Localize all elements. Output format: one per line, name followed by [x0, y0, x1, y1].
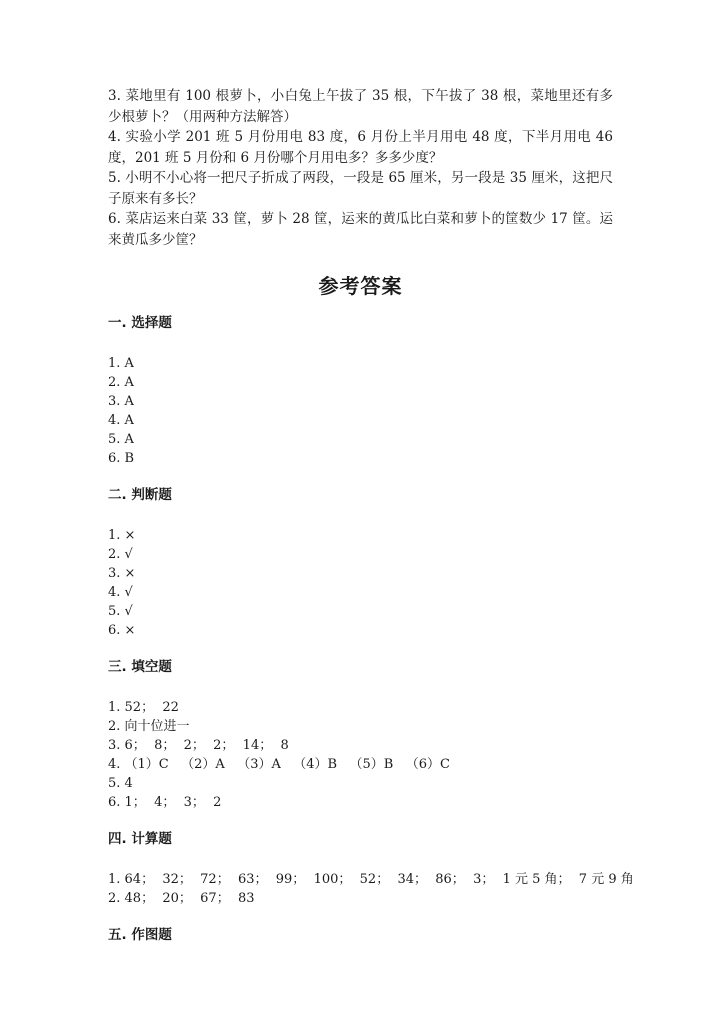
section-heading: 二. 判断题 [108, 487, 172, 503]
answer-item: 5. A [108, 432, 134, 447]
answer-item: 4. A [108, 413, 134, 428]
problem-list [108, 86, 613, 250]
section-fill-blank [108, 658, 613, 812]
section-heading: 四. 计算题 [108, 831, 172, 847]
answer-item: 2. 向十位进一 [108, 719, 190, 734]
answer-item: 6. × [108, 623, 136, 638]
section-multiple-choice [108, 314, 613, 468]
answer-item: 1. 64； 32； 72； 63； 99； 100； 52； 34； 86； 3； 1 元 5 角； 7 元 9 角 [108, 872, 634, 887]
answer-key-title: 参考答案 [318, 274, 403, 298]
answer-item: 5. √ [108, 604, 133, 619]
section-heading: 一. 选择题 [108, 315, 172, 331]
answer-item: 1. A [108, 356, 134, 371]
answer-item: 5. 4 [108, 776, 133, 791]
answer-item: 3. A [108, 394, 134, 409]
document-page [108, 86, 634, 966]
answer-list [108, 698, 613, 812]
answer-item: 1. 52； 22 [108, 700, 179, 715]
answer-item: 2. 48； 20； 67； 83 [108, 891, 255, 906]
answer-list [108, 870, 634, 908]
answer-list [108, 526, 613, 640]
problem-6: 6. 菜店运来白菜 33 筐，萝卜 28 筐，运来的黄瓜比白菜和萝卜的筐数少 17 筐。运来黄瓜多少筐？ [108, 211, 613, 248]
problem-5: 5. 小明不小心将一把尺子折成了两段，一段是 65 厘米，另一段是 35 厘米，这把尺子原来有多长？ [108, 170, 613, 207]
section-drawing [108, 926, 613, 944]
answer-item: 3. 6； 8； 2； 2； 14； 8 [108, 738, 289, 753]
answer-item: 6. B [108, 451, 135, 466]
section-true-false [108, 486, 613, 640]
answer-item: 3. × [108, 566, 136, 581]
answer-item: 1. × [108, 528, 136, 543]
answer-item: 2. A [108, 375, 134, 390]
problem-3: 3. 菜地里有 100 根萝卜，小白兔上午拔了 35 根，下午拔了 38 根，菜地里还有多少根萝卜？（用两种方法解答） [108, 88, 613, 125]
answer-item: 4. （1）C （2）A （3）A （4）B （5）B （6）C [108, 757, 450, 772]
problem-4: 4. 实验小学 201 班 5 月份用电 83 度，6 月份上半月用电 48 度，下半月用电 46 度，201 班 5 月份和 6 月份哪个月用电多？多多少度？ [108, 129, 613, 166]
answer-item: 2. √ [108, 547, 133, 562]
section-heading: 五. 作图题 [108, 927, 172, 943]
answer-item: 4. √ [108, 585, 133, 600]
answer-item: 6. 1； 4； 3； 2 [108, 795, 222, 810]
section-heading: 三. 填空题 [108, 659, 172, 675]
section-calculation [108, 830, 634, 908]
answer-list [108, 354, 613, 468]
